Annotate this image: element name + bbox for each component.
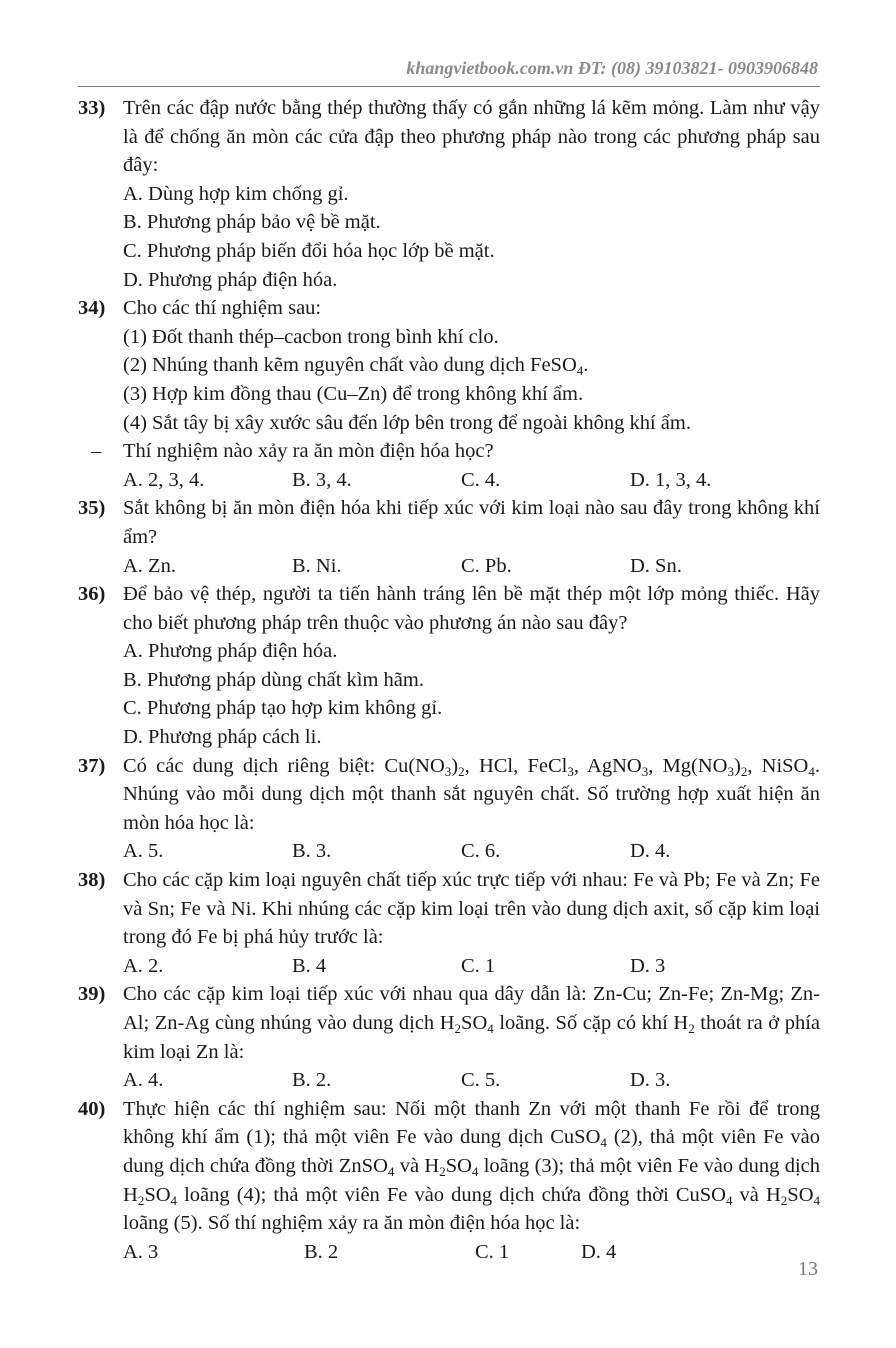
question-number: 33) bbox=[78, 97, 106, 119]
options-row bbox=[123, 466, 820, 495]
option-c: C. 6. bbox=[461, 840, 501, 863]
experiment-4: (4) Sắt tây bị xây xước sâu đến lớp bên trong để ngoài không khí ẩm. bbox=[123, 411, 691, 434]
question-36 bbox=[78, 580, 820, 752]
option-b: B. Ni. bbox=[292, 554, 342, 577]
option-a: A. 3 bbox=[123, 1240, 159, 1263]
experiment-2: (2) Nhúng thanh kẽm nguyên chất vào dung dịch FeSO$_4$. bbox=[123, 354, 589, 379]
question-number: 39) bbox=[78, 983, 106, 1006]
options-row bbox=[123, 837, 820, 866]
option-b: B. 3. bbox=[292, 840, 332, 863]
option-d: D. 1, 3, 4. bbox=[630, 468, 712, 491]
question-33 bbox=[78, 94, 820, 294]
question-stem: Để bảo vệ thép, người ta tiến hành tráng lên bề mặt thép một lớp mỏng thiếc. Hãy cho biết phương pháp trên thuộc vào phương án nào sau đây? bbox=[123, 583, 820, 634]
question-number: 40) bbox=[78, 1097, 106, 1120]
option-c: C. Pb. bbox=[461, 554, 512, 577]
dash-bullet: – bbox=[91, 440, 102, 463]
experiment-1: (1) Đốt thanh thép–cacbon trong bình khí clo. bbox=[123, 325, 499, 348]
option-c: C. 1 bbox=[475, 1240, 510, 1263]
sub-question bbox=[91, 437, 820, 466]
option-a: A. 4. bbox=[123, 1069, 164, 1092]
options-row bbox=[123, 1238, 820, 1267]
question-number: 38) bbox=[78, 869, 106, 892]
question-list bbox=[78, 94, 820, 1266]
option-c: C. 4. bbox=[461, 468, 501, 491]
sub-question-text: Thí nghiệm nào xảy ra ăn mòn điện hóa học? bbox=[123, 440, 494, 463]
option-c: C. Phương pháp tạo hợp kim không gỉ. bbox=[123, 697, 443, 720]
question-stem: Cho các cặp kim loại tiếp xúc với nhau qua dây dẫn là: Zn-Cu; Zn-Fe; Zn-Mg; Zn-Al; Zn-Ag cùng nhúng vào dung dịch $H_2SO_4$ loãng. Số cặp có khí $H_2$ thoát ra ở phía kim loại Zn là: bbox=[123, 983, 820, 1063]
question-35 bbox=[78, 494, 820, 580]
question-number: 35) bbox=[78, 497, 106, 520]
question-stem: Thực hiện các thí nghiệm sau: Nối một thanh Zn với một thanh Fe rồi để trong không khí ẩm (1); thả một viên Fe vào dung dịch CuSO$_4$ (2), thả một viên Fe vào dung dịch chứa đồng thời ZnSO$_4$ và $H_2SO_4$ loãng (3); thả một viên Fe vào dung dịch $H_2SO_4$ loãng (4); thả một viên Fe vào dung dịch chứa đồng thời CuSO$_4$ và $H_2SO_4$ loãng (5). Số thí nghiệm xảy ra ăn mòn điện hóa học là: bbox=[123, 1097, 821, 1235]
options-row bbox=[123, 952, 820, 981]
header-divider bbox=[78, 86, 820, 87]
question-40 bbox=[78, 1095, 820, 1267]
question-38 bbox=[78, 866, 820, 980]
option-d: D. 3. bbox=[630, 1069, 671, 1092]
question-stem: Trên các đập nước bằng thép thường thấy có gắn những lá kẽm mỏng. Làm như vậy là để chống ăn mòn các cửa đập theo phương pháp nào trong các phương pháp sau đây: bbox=[123, 97, 820, 177]
option-b: B. 4 bbox=[292, 954, 327, 977]
option-b: B. Phương pháp bảo vệ bề mặt. bbox=[123, 211, 381, 234]
option-d: D. 3 bbox=[630, 954, 666, 977]
question-39 bbox=[78, 980, 820, 1094]
question-number: 34) bbox=[78, 297, 106, 320]
option-a: A. 2. bbox=[123, 954, 164, 977]
option-c: C. 1 bbox=[461, 954, 496, 977]
question-34 bbox=[78, 294, 820, 494]
question-stem: Có các dung dịch riêng biệt: $Cu(NO_3)_2$, HCl, FeCl$_3$, AgNO$_3$, $Mg(NO_3)_2$, NiSO$_4$. Nhúng vào mỗi dung dịch một thanh sắt nguyên chất. Số trường hợp xuất hiện ăn mòn hóa học là: bbox=[123, 754, 820, 834]
option-a: A. 2, 3, 4. bbox=[123, 468, 205, 491]
option-b: B. 3, 4. bbox=[292, 468, 352, 491]
option-a: A. Zn. bbox=[123, 554, 176, 577]
option-d: D. Sn. bbox=[630, 554, 682, 577]
option-b: B. 2 bbox=[304, 1240, 339, 1263]
option-b: B. 2. bbox=[292, 1069, 332, 1092]
options-row bbox=[123, 1066, 820, 1095]
option-b: B. Phương pháp dùng chất kìm hãm. bbox=[123, 668, 424, 691]
experiment-3: (3) Hợp kim đồng thau (Cu–Zn) để trong không khí ẩm. bbox=[123, 382, 584, 405]
option-a: A. Phương pháp điện hóa. bbox=[123, 640, 338, 663]
question-37 bbox=[78, 752, 820, 866]
option-d: D. Phương pháp cách li. bbox=[123, 726, 322, 749]
option-a: A. 5. bbox=[123, 840, 164, 863]
question-stem: Cho các thí nghiệm sau: bbox=[123, 297, 322, 320]
page-number: 13 bbox=[798, 1258, 818, 1280]
options-row bbox=[123, 552, 820, 581]
option-a: A. Dùng hợp kim chống gỉ. bbox=[123, 182, 349, 205]
option-d: D. 4. bbox=[630, 840, 671, 863]
option-c: C. Phương pháp biến đổi hóa học lớp bề mặt. bbox=[123, 239, 495, 262]
option-d: D. Phương pháp điện hóa. bbox=[123, 268, 338, 291]
option-d: D. 4 bbox=[581, 1240, 617, 1263]
question-stem: Cho các cặp kim loại nguyên chất tiếp xúc trực tiếp với nhau: Fe và Pb; Fe và Zn; Fe và Sn; Fe và Ni. Khi nhúng các cặp kim loại trên vào dung dịch axit, số cặp kim loại trong đó Fe bị phá hủy trước là: bbox=[123, 869, 820, 949]
option-c: C. 5. bbox=[461, 1069, 501, 1092]
question-number: 37) bbox=[78, 754, 106, 777]
question-number: 36) bbox=[78, 583, 106, 606]
question-stem: Sắt không bị ăn mòn điện hóa khi tiếp xúc với kim loại nào sau đây trong không khí ẩm? bbox=[123, 497, 820, 548]
page-header: khangvietbook.com.vn ĐT: (08) 39103821- 0903906848 bbox=[406, 58, 818, 78]
